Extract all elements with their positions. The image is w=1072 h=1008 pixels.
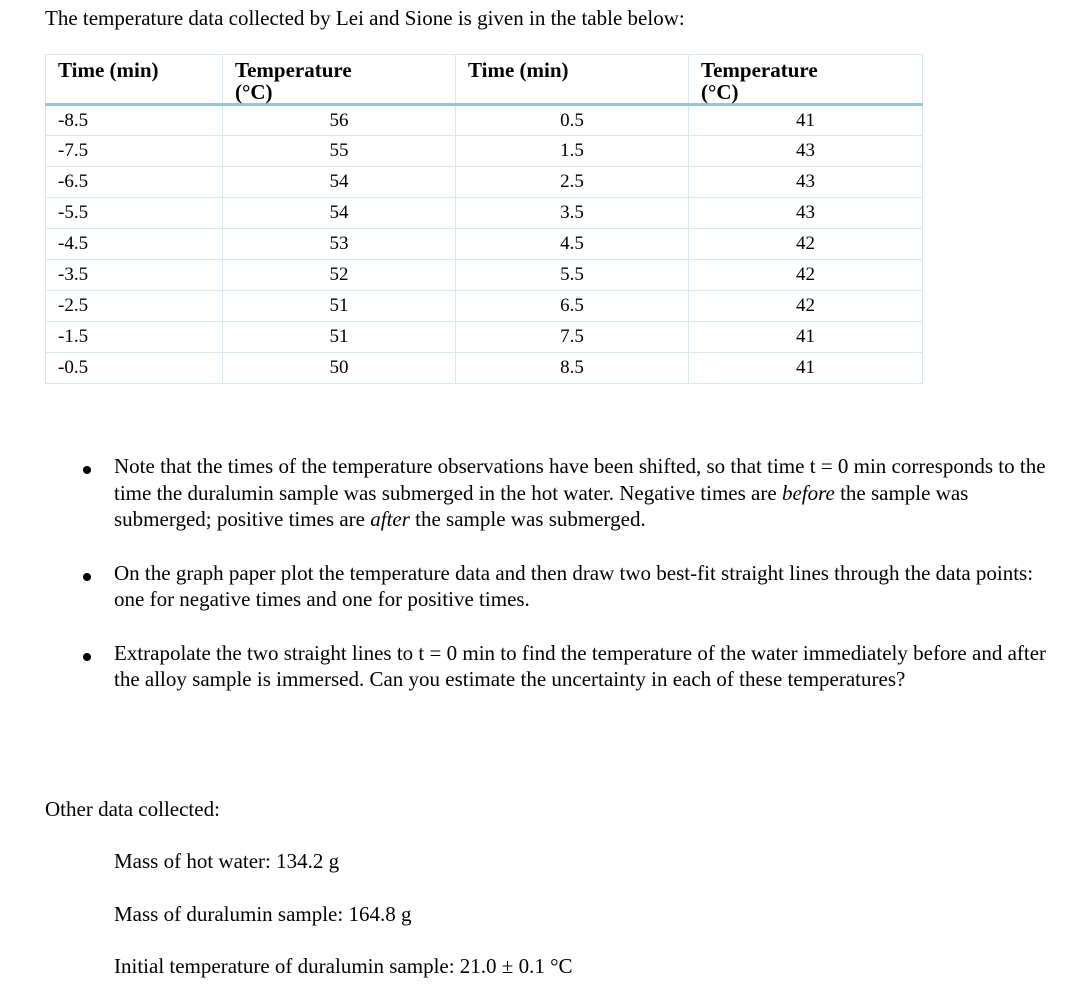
table-row (46, 198, 923, 229)
table-row (46, 136, 923, 167)
initial-temperature-duralumin: Initial temperature of duralumin sample: 21.0 ± 0.1 °C (114, 954, 573, 978)
time-cell: 8.5 (456, 353, 689, 384)
time-cell: -6.5 (46, 167, 223, 198)
list-item: Note that the times of the temperature observations have been shifted, so that time t = 0 min corresponds to the time the duralumin sample was submerged in the hot water. Negative times are before the sample was submerged; positive times are after the sample was submerged. (70, 453, 1055, 533)
list-item: Extrapolate the two straight lines to t = 0 min to find the temperature of the water immediately before and after the alloy sample is immersed. Can you estimate the uncertainty in each of these temperatures? (70, 640, 1055, 693)
time-cell: -4.5 (46, 229, 223, 260)
intro-text: The temperature data collected by Lei and Sione is given in the table below: (45, 6, 685, 30)
temperature-cell: 51 (223, 291, 456, 322)
temperature-cell: 42 (689, 260, 923, 291)
table-row (46, 260, 923, 291)
table-row (46, 322, 923, 353)
temperature-cell: 43 (689, 167, 923, 198)
bullet-icon (83, 466, 91, 474)
header-temperature-2: Temperature (°C) (689, 55, 923, 105)
temperature-cell: 50 (223, 353, 456, 384)
table-row (46, 229, 923, 260)
temperature-cell: 52 (223, 260, 456, 291)
time-cell: -2.5 (46, 291, 223, 322)
time-cell: 0.5 (456, 105, 689, 136)
temperature-cell: 54 (223, 167, 456, 198)
temperature-cell: 42 (689, 291, 923, 322)
time-cell: 5.5 (456, 260, 689, 291)
table-row (46, 291, 923, 322)
time-cell: -7.5 (46, 136, 223, 167)
time-cell: 1.5 (456, 136, 689, 167)
temperature-cell: 56 (223, 105, 456, 136)
time-cell: 6.5 (456, 291, 689, 322)
table-row (46, 353, 923, 384)
temperature-cell: 42 (689, 229, 923, 260)
bullet-icon (83, 653, 91, 661)
time-cell: -3.5 (46, 260, 223, 291)
table-row (46, 105, 923, 136)
temperature-cell: 43 (689, 136, 923, 167)
temperature-cell: 41 (689, 105, 923, 136)
instruction-list (70, 453, 1055, 720)
time-cell: 2.5 (456, 167, 689, 198)
time-cell: -1.5 (46, 322, 223, 353)
temperature-cell: 55 (223, 136, 456, 167)
temperature-cell: 41 (689, 353, 923, 384)
temperature-cell: 41 (689, 322, 923, 353)
temperature-cell: 54 (223, 198, 456, 229)
time-cell: -8.5 (46, 105, 223, 136)
header-time-1: Time (min) (46, 55, 223, 105)
list-item: On the graph paper plot the temperature data and then draw two best-fit straight lines through the data points: one for negative times and one for positive times. (70, 560, 1055, 613)
other-data-heading: Other data collected: (45, 797, 220, 821)
header-time-2: Time (min) (456, 55, 689, 105)
mass-hot-water: Mass of hot water: 134.2 g (114, 849, 340, 873)
table-row (46, 167, 923, 198)
temperature-cell: 53 (223, 229, 456, 260)
mass-duralumin-sample: Mass of duralumin sample: 164.8 g (114, 902, 412, 926)
temperature-cell: 43 (689, 198, 923, 229)
table-header-row (46, 55, 923, 105)
time-cell: 7.5 (456, 322, 689, 353)
temperature-data-table (45, 54, 923, 384)
header-temperature-1: Temperature (°C) (223, 55, 456, 105)
time-cell: -0.5 (46, 353, 223, 384)
time-cell: 3.5 (456, 198, 689, 229)
bullet-icon (83, 573, 91, 581)
time-cell: -5.5 (46, 198, 223, 229)
time-cell: 4.5 (456, 229, 689, 260)
temperature-cell: 51 (223, 322, 456, 353)
